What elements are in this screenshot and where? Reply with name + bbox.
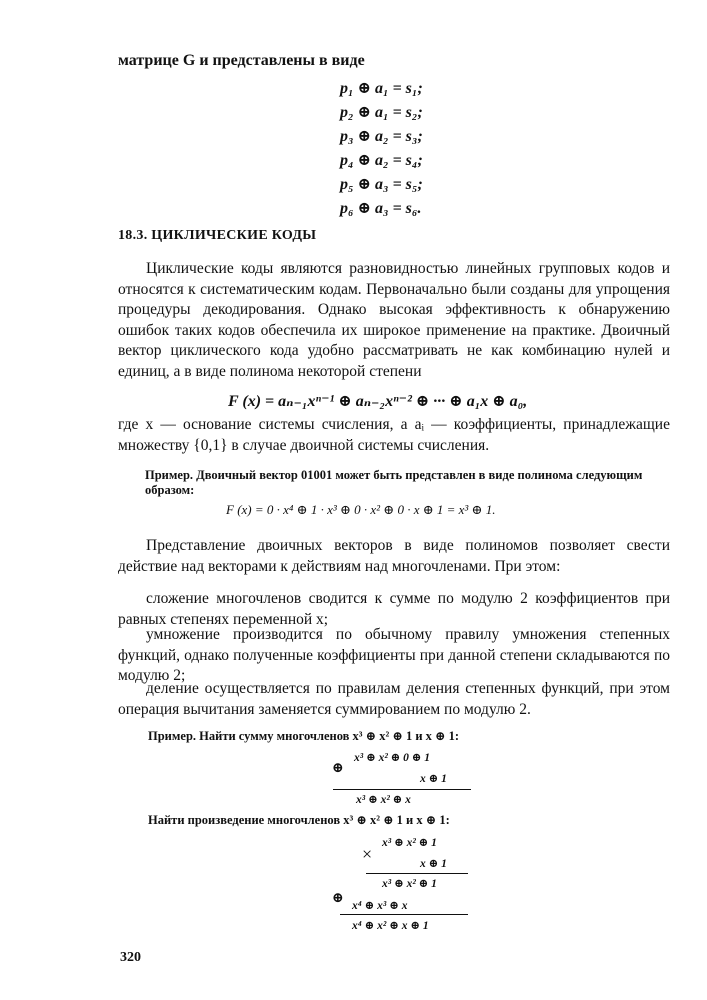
rule-division [118, 679, 670, 720]
product-rule-line-2 [340, 914, 468, 915]
paragraph-cyclic-codes-text: Циклические коды являются разновидностью линейных групповых кодов и относятся к систематическим кодам. Первоначально были созданы для упрощения процедуры декодирования. Однако высокая эффективность к обнаружению ошибок таких кодов обеспечила их широкое применение на практике. Двоичный вектор циклического кода удобно рассматривать не как комбинацию нулей и единиц, а в виде полинома некоторой степени [118, 260, 670, 380]
product-add-operator: ⊕ [332, 891, 344, 906]
rule-addition-text: сложение многочленов сводится к сумме по модулю 2 коэффициентов при равных степенях переменной x; [118, 590, 670, 628]
product-rule-line-1 [366, 873, 468, 874]
sum-row-2: x ⊕ 1 [420, 773, 447, 785]
rule-addition [118, 589, 670, 630]
sum-operator: ⊕ [332, 761, 344, 776]
equation-5: p₅ ⊕ a₃ = s₅; [340, 176, 423, 193]
sum-rule-line [333, 789, 471, 790]
product-partial-1: x³ ⊕ x² ⊕ 1 [382, 878, 437, 890]
equation-6: p₆ ⊕ a₃ = s₆. [340, 200, 422, 217]
paragraph-coefficients: где x — основание системы счисления, а aᵢ — коэффициенты, принадлежащие множеству {0,1} в случае двоичной системы счисления. [118, 416, 670, 454]
product-row-2: x ⊕ 1 [420, 858, 447, 870]
example-1-text: Пример. Двоичный вектор 01001 может быть представлен в виде полинома следующим образом: [145, 468, 643, 497]
sum-result: x³ ⊕ x² ⊕ x [356, 794, 411, 806]
product-multiply-operator: × [362, 844, 373, 864]
equation-3: p₃ ⊕ a₂ = s₃; [340, 128, 423, 145]
paragraph-representation-text: Представление двоичных векторов в виде полиномов позволяет свести действие над векторами к действиям над многочленами. При этом: [118, 537, 670, 575]
example-2-title: Пример. Найти сумму многочленов x³ ⊕ x² ⊕ 1 и x ⊕ 1: [148, 729, 460, 743]
equation-1: p₁ ⊕ a₁ = s₁; [340, 80, 423, 97]
product-row-1: x³ ⊕ x² ⊕ 1 [382, 837, 437, 849]
rule-division-text: деление осуществляется по правилам деления степенных функций, при этом операция вычитания заменяется суммированием по модулю 2. [118, 680, 670, 718]
intro-line: матрице G и представлены в виде [118, 52, 365, 69]
section-title: 18.3. ЦИКЛИЧЕСКИЕ КОДЫ [118, 228, 317, 243]
product-partial-2: x⁴ ⊕ x³ ⊕ x [352, 900, 408, 912]
sum-row-1: x³ ⊕ x² ⊕ 0 ⊕ 1 [354, 752, 431, 764]
rule-multiplication [118, 625, 670, 687]
polynomial-formula: F (x) = aₙ₋₁xⁿ⁻¹ ⊕ aₙ₋₂xⁿ⁻² ⊕ ··· ⊕ a₁x ⊕ a₀, [228, 393, 528, 410]
rule-multiplication-text: умножение производится по обычному правилу умножения степенных функций, однако полученные коэффициенты при данной степени складываются по модулю 2; [118, 626, 670, 684]
example-1-formula: F (x) = 0 · x⁴ ⊕ 1 · x³ ⊕ 0 · x² ⊕ 0 · x ⊕ 1 = x³ ⊕ 1. [226, 502, 496, 517]
paragraph-cyclic-codes [118, 259, 670, 382]
equation-4: p₄ ⊕ a₂ = s₄; [340, 152, 423, 169]
equation-2: p₂ ⊕ a₁ = s₂; [340, 104, 423, 121]
page-number: 320 [120, 950, 141, 965]
example-3-title: Найти произведение многочленов x³ ⊕ x² ⊕ 1 и x ⊕ 1: [148, 813, 450, 827]
product-result: x⁴ ⊕ x² ⊕ x ⊕ 1 [352, 920, 429, 932]
paragraph-representation [118, 536, 670, 577]
